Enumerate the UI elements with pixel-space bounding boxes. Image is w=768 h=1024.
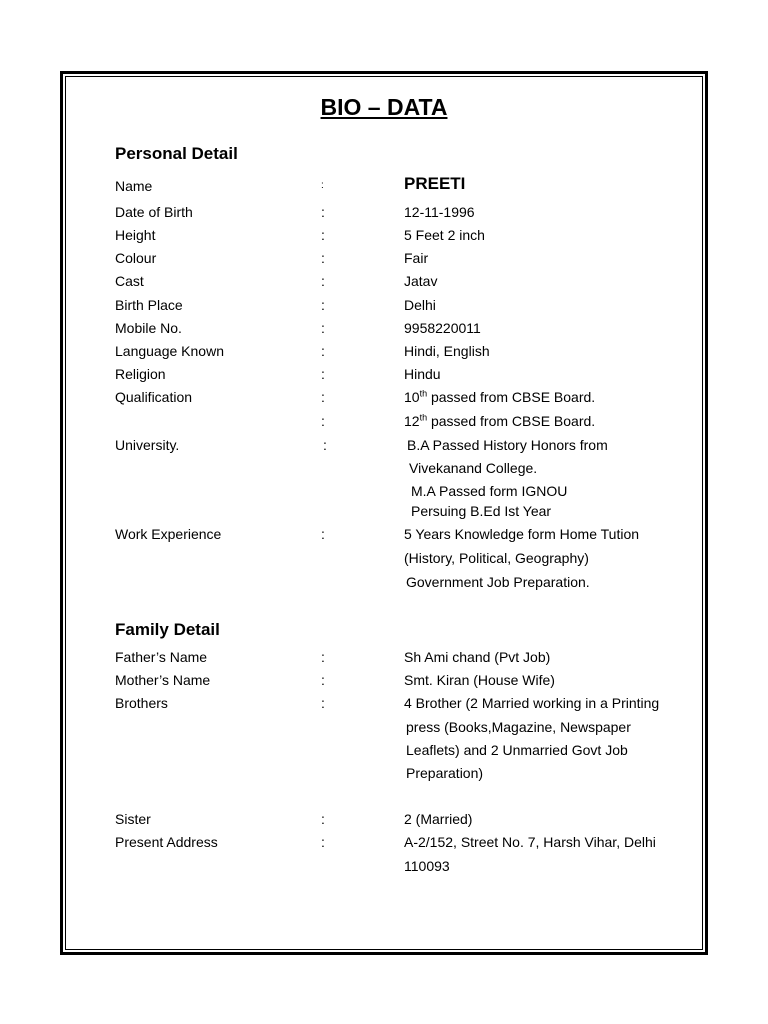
language-value: Hindi, English [404, 343, 490, 359]
mother-name-label: Mother’s Name [115, 672, 211, 688]
cast-label: Cast [115, 273, 144, 289]
university-label: University. [115, 437, 180, 453]
height-label: Height [115, 227, 156, 243]
university-line: B.A Passed History Honors from [407, 437, 608, 453]
mother-name-value: Smt. Kiran (House Wife) [404, 672, 555, 688]
colour-value: Fair [404, 250, 429, 266]
mobile-label: Mobile No. [115, 320, 182, 336]
address-line: 110093 [404, 858, 450, 874]
colour-label: Colour [115, 250, 157, 266]
separator: : [321, 672, 325, 688]
separator: : [321, 204, 325, 220]
religion-label: Religion [115, 366, 166, 382]
work-experience-line: 5 Years Knowledge form Home Tution [404, 526, 640, 542]
name-label: Name [115, 178, 153, 194]
separator: : [321, 273, 325, 289]
personal-detail-heading: Personal Detail [115, 144, 238, 163]
separator: : [321, 320, 325, 336]
separator: : [321, 413, 325, 429]
qualification-line-1: 10th passed from CBSE Board. [404, 388, 596, 405]
mobile-value: 9958220011 [404, 320, 481, 336]
work-experience-line: (History, Political, Geography) [404, 550, 589, 566]
separator: : [321, 389, 325, 405]
height-value: 5 Feet 2 inch [404, 227, 485, 243]
qualification-line-2: 12th passed from CBSE Board. [404, 412, 596, 429]
work-experience-line: Government Job Preparation. [406, 574, 590, 590]
brothers-line: 4 Brother (2 Married working in a Printing [404, 695, 660, 711]
document-title: BIO – DATA [320, 94, 448, 120]
separator: : [323, 437, 327, 453]
separator: : [321, 366, 325, 382]
father-name-value: Sh Ami chand (Pvt Job) [404, 649, 551, 665]
brothers-line: press (Books,Magazine, Newspaper [406, 719, 631, 735]
dob-value: 12-11-1996 [404, 204, 475, 220]
religion-value: Hindu [404, 366, 441, 382]
qualification-label: Qualification [115, 389, 193, 405]
cast-value: Jatav [404, 273, 438, 289]
university-line: Vivekanand College. [409, 460, 538, 476]
separator: : [321, 649, 325, 665]
separator: : [321, 297, 325, 313]
dob-label: Date of Birth [115, 204, 193, 220]
sister-value: 2 (Married) [404, 811, 473, 827]
family-detail-heading: Family Detail [115, 620, 220, 639]
separator: : [321, 695, 325, 711]
sister-label: Sister [115, 811, 151, 827]
address-label: Present Address [115, 834, 218, 850]
name-value: PREETI [404, 174, 466, 193]
brothers-line: Preparation) [406, 765, 484, 781]
language-label: Language Known [115, 343, 224, 359]
brothers-line: Leaflets) and 2 Unmarried Govt Job [406, 742, 628, 758]
father-name-label: Father’s Name [115, 649, 208, 665]
university-line: Persuing B.Ed Ist Year [411, 503, 552, 519]
separator: : [321, 227, 325, 243]
separator: : [321, 834, 325, 850]
birthplace-label: Birth Place [115, 297, 183, 313]
brothers-label: Brothers [115, 695, 168, 711]
separator: : [321, 811, 325, 827]
birthplace-value: Delhi [404, 297, 436, 313]
separator: : [321, 250, 325, 266]
separator: : [321, 526, 325, 542]
university-line: M.A Passed form IGNOU [411, 483, 568, 499]
work-experience-label: Work Experience [115, 526, 222, 542]
separator: : [321, 343, 325, 359]
address-line: A-2/152, Street No. 7, Harsh Vihar, Delhi [404, 834, 656, 850]
separator: : [321, 180, 324, 191]
